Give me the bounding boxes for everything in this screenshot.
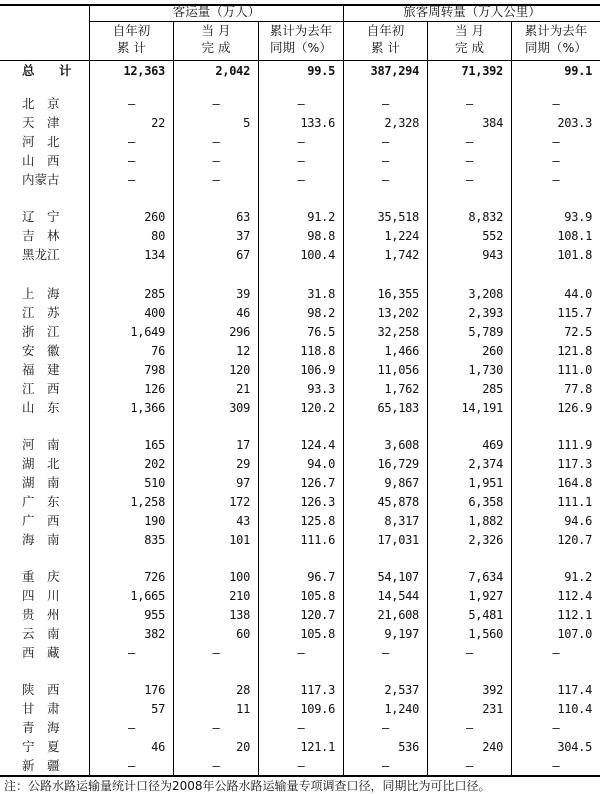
value-cell: 469	[482, 438, 503, 452]
region-name: 海 南	[22, 532, 60, 547]
value-cell: –	[297, 154, 305, 168]
table-row	[0, 133, 600, 151]
column-header-line2: 累 计	[117, 40, 146, 55]
column-header-line2: 同期（%）	[270, 40, 332, 55]
value-cell: 91.2	[564, 570, 592, 584]
value-cell: 5,789	[468, 325, 503, 339]
value-cell: 260	[482, 344, 503, 358]
value-cell: –	[128, 154, 135, 168]
value-cell: –	[466, 759, 473, 773]
value-cell: –	[212, 759, 220, 773]
value-cell: 111.0	[557, 363, 592, 377]
value-cell: 117.3	[557, 457, 592, 471]
value-cell: 726	[144, 570, 165, 584]
value-cell: –	[212, 135, 220, 149]
value-cell: 111.1	[557, 495, 592, 509]
footnote: 注：公路水路运输量统计口径为2008年公路水路运输量专项调查口径，同期比为可比口径。	[4, 779, 491, 793]
value-cell: 309	[229, 401, 250, 415]
region-name: 重 庆	[22, 569, 60, 584]
value-cell: 99.5	[307, 64, 335, 78]
region-name: 青 海	[22, 720, 60, 735]
value-cell: 2,537	[384, 683, 419, 697]
region-name: 西 藏	[22, 645, 60, 660]
column-header-line1: 累计为去年	[524, 23, 588, 38]
region-name: 江 西	[22, 381, 60, 396]
value-cell: 94.0	[307, 457, 335, 471]
value-cell: 16,729	[377, 457, 419, 471]
table-row	[0, 95, 600, 113]
region-name: 新 疆	[22, 758, 60, 773]
value-cell: 1,240	[384, 702, 419, 716]
value-cell: 172	[229, 495, 250, 509]
value-cell: 121.1	[300, 740, 335, 754]
table-row	[0, 323, 600, 341]
value-cell: –	[297, 173, 305, 187]
value-cell: –	[466, 173, 473, 187]
total-label: 总 计	[22, 63, 78, 78]
value-cell: –	[212, 97, 220, 111]
value-cell: 105.8	[300, 627, 335, 641]
table-row	[0, 285, 600, 303]
value-cell: 109.6	[300, 702, 335, 716]
table-row	[0, 208, 600, 226]
value-cell: 76	[151, 344, 165, 358]
table-row	[0, 625, 600, 643]
value-cell: 190	[144, 514, 165, 528]
value-cell: 45,878	[377, 495, 419, 509]
value-cell: 46	[151, 740, 165, 754]
table-row	[0, 304, 600, 322]
region-name: 江 苏	[22, 305, 60, 320]
table-row	[0, 719, 600, 737]
region-name: 福 建	[22, 362, 60, 377]
value-cell: 98.2	[307, 306, 335, 320]
region-name: 陕 西	[22, 682, 60, 697]
table-row	[0, 246, 600, 264]
value-cell: 296	[229, 325, 250, 339]
region-name: 辽 宁	[22, 209, 60, 224]
value-cell: 835	[144, 533, 165, 547]
value-cell: 2,328	[384, 116, 419, 130]
value-cell: –	[128, 759, 135, 773]
region-name: 山 西	[22, 153, 60, 168]
table-row	[0, 114, 600, 132]
value-cell: 22	[151, 116, 165, 130]
value-cell: 117.4	[557, 683, 592, 697]
value-cell: –	[212, 173, 220, 187]
table-row	[0, 455, 600, 473]
value-cell: 72.5	[564, 325, 592, 339]
value-cell: 304.5	[557, 740, 592, 754]
table-row	[0, 342, 600, 360]
value-cell: 111.6	[300, 533, 335, 547]
region-name: 宁 夏	[22, 739, 60, 754]
table-row	[0, 361, 600, 379]
value-cell: 240	[482, 740, 503, 754]
value-cell: 134	[144, 248, 165, 262]
region-name: 广 西	[22, 513, 60, 528]
value-cell: 7,634	[468, 570, 503, 584]
value-cell: 1,951	[468, 476, 503, 490]
value-cell: 6,358	[468, 495, 503, 509]
value-cell: 1,258	[130, 495, 165, 509]
value-cell: 43	[236, 514, 250, 528]
value-cell: 115.7	[557, 306, 592, 320]
value-cell: –	[382, 97, 389, 111]
value-cell: 5	[243, 116, 250, 130]
value-cell: 107.0	[557, 627, 592, 641]
value-cell: 9,867	[384, 476, 419, 490]
value-cell: 164.8	[557, 476, 592, 490]
value-cell: 798	[144, 363, 165, 377]
value-cell: –	[466, 154, 473, 168]
value-cell: 60	[236, 627, 250, 641]
value-cell: –	[382, 646, 389, 660]
value-cell: 67	[236, 248, 250, 262]
table-row	[0, 399, 600, 417]
table-row	[0, 681, 600, 699]
value-cell: 8,832	[468, 210, 503, 224]
value-cell: 98.8	[307, 229, 335, 243]
value-cell: –	[297, 97, 305, 111]
value-cell: 17,031	[377, 533, 419, 547]
value-cell: 120.7	[300, 608, 335, 622]
region-name: 北 京	[22, 96, 60, 111]
column-header-line1: 当 月	[201, 23, 231, 38]
value-cell: –	[382, 721, 389, 735]
value-cell: 126.7	[300, 476, 335, 490]
table-row	[0, 493, 600, 511]
region-name: 四 川	[22, 588, 60, 603]
value-cell: –	[128, 173, 135, 187]
group-header-rule	[89, 21, 600, 22]
value-cell: 125.8	[300, 514, 335, 528]
table-row	[0, 152, 600, 170]
value-cell: 392	[482, 683, 503, 697]
value-cell: 93.3	[307, 382, 335, 396]
value-cell: 400	[144, 306, 165, 320]
value-cell: 9,197	[384, 627, 419, 641]
table-row	[0, 587, 600, 605]
value-cell: 21	[236, 382, 250, 396]
value-cell: 106.9	[300, 363, 335, 377]
value-cell: 28	[236, 683, 250, 697]
value-cell: 382	[144, 627, 165, 641]
table-row	[0, 568, 600, 586]
total-row	[0, 62, 600, 80]
value-cell: –	[382, 173, 389, 187]
value-cell: 536	[398, 740, 419, 754]
value-cell: 260	[144, 210, 165, 224]
value-cell: 133.6	[300, 116, 335, 130]
header-bottom-rule	[0, 60, 600, 61]
value-cell: –	[212, 721, 220, 735]
table-row	[0, 474, 600, 492]
table-row	[0, 171, 600, 189]
value-cell: 39	[236, 287, 250, 301]
region-name: 甘 肃	[22, 701, 60, 716]
value-cell: 44.0	[564, 287, 592, 301]
group-header-passenger-volume: 客运量（万人）	[172, 4, 261, 19]
value-cell: 100.4	[300, 248, 335, 262]
column-header-line1: 累计为去年	[269, 23, 333, 38]
value-cell: 31.8	[307, 287, 335, 301]
value-cell: 2,042	[215, 64, 250, 78]
value-cell: –	[466, 97, 473, 111]
value-cell: 126.9	[557, 401, 592, 415]
region-name: 河 北	[22, 134, 60, 149]
value-cell: 14,544	[377, 589, 419, 603]
value-cell: 120.2	[300, 401, 335, 415]
value-cell: 1,466	[384, 344, 419, 358]
value-cell: 1,742	[384, 248, 419, 262]
column-header-line2: 累 计	[371, 40, 400, 55]
value-cell: 77.8	[564, 382, 592, 396]
region-name: 天 津	[22, 115, 60, 130]
value-cell: 552	[482, 229, 503, 243]
value-cell: 1,366	[130, 401, 165, 415]
value-cell: 231	[482, 702, 503, 716]
value-cell: –	[552, 646, 560, 660]
value-cell: 57	[151, 702, 165, 716]
table-row	[0, 436, 600, 454]
value-cell: 96.7	[307, 570, 335, 584]
column-header-line2: 完 成	[455, 40, 484, 55]
value-cell: –	[552, 154, 560, 168]
region-name: 广 东	[22, 494, 60, 509]
value-cell: 118.8	[300, 344, 335, 358]
value-cell: 120	[229, 363, 250, 377]
value-cell: 210	[229, 589, 250, 603]
value-cell: –	[382, 759, 389, 773]
value-cell: –	[128, 721, 135, 735]
column-header-line1: 自年初	[366, 23, 405, 38]
value-cell: –	[552, 97, 560, 111]
value-cell: 202	[144, 457, 165, 471]
region-name: 上 海	[22, 286, 60, 301]
region-name: 吉 林	[22, 228, 60, 243]
value-cell: 20	[236, 740, 250, 754]
value-cell: 1,560	[468, 627, 503, 641]
value-cell: 124.4	[300, 438, 335, 452]
column-header-line1: 当 月	[455, 23, 484, 38]
region-name: 湖 南	[22, 475, 60, 490]
value-cell: 29	[236, 457, 250, 471]
value-cell: 2,326	[468, 533, 503, 547]
value-cell: –	[297, 721, 305, 735]
value-cell: –	[128, 646, 135, 660]
value-cell: 126	[144, 382, 165, 396]
value-cell: 112.1	[557, 608, 592, 622]
region-name: 贵 州	[22, 607, 60, 622]
value-cell: 1,762	[384, 382, 419, 396]
value-cell: 117.3	[300, 683, 335, 697]
value-cell: 1,649	[130, 325, 165, 339]
region-name: 湖 北	[22, 456, 60, 471]
value-cell: 126.3	[300, 495, 335, 509]
value-cell: 71,392	[461, 64, 503, 78]
value-cell: –	[128, 135, 135, 149]
value-cell: 165	[144, 438, 165, 452]
value-cell: 203.3	[557, 116, 592, 130]
table-row	[0, 757, 600, 775]
value-cell: 32,258	[377, 325, 419, 339]
value-cell: 65,183	[377, 401, 419, 415]
value-cell: 12	[236, 344, 250, 358]
table-row	[0, 606, 600, 624]
value-cell: –	[552, 721, 560, 735]
table-row	[0, 380, 600, 398]
value-cell: –	[552, 173, 560, 187]
value-cell: 105.8	[300, 589, 335, 603]
value-cell: 1,927	[468, 589, 503, 603]
group-header-passenger-turnover: 旅客周转量（万人公里）	[403, 4, 541, 19]
value-cell: –	[382, 154, 389, 168]
value-cell: 16,355	[377, 287, 419, 301]
value-cell: 8,317	[384, 514, 419, 528]
table-row	[0, 227, 600, 245]
value-cell: 387,294	[370, 64, 419, 78]
value-cell: 120.7	[557, 533, 592, 547]
region-name: 河 南	[22, 437, 60, 452]
value-cell: 91.2	[307, 210, 335, 224]
value-cell: 101.8	[557, 248, 592, 262]
region-name: 黑龙江	[22, 247, 60, 262]
table-row	[0, 700, 600, 718]
value-cell: 111.9	[557, 438, 592, 452]
region-name: 安 徽	[22, 343, 60, 358]
value-cell: 176	[144, 683, 165, 697]
value-cell: 35,518	[377, 210, 419, 224]
value-cell: 1,224	[384, 229, 419, 243]
region-name: 山 东	[22, 400, 60, 415]
value-cell: 110.4	[557, 702, 592, 716]
value-cell: 5,481	[468, 608, 503, 622]
value-cell: –	[297, 135, 305, 149]
value-cell: 943	[482, 248, 503, 262]
value-cell: 99.1	[564, 64, 592, 78]
value-cell: 138	[229, 608, 250, 622]
region-name: 云 南	[22, 626, 60, 641]
column-header-line2: 完 成	[201, 40, 231, 55]
value-cell: 21,608	[377, 608, 419, 622]
value-cell: 11	[236, 702, 250, 716]
value-cell: –	[466, 646, 473, 660]
value-cell: 76.5	[307, 325, 335, 339]
column-header-line1: 自年初	[112, 23, 151, 38]
region-name: 内蒙古	[22, 172, 60, 187]
table-row	[0, 738, 600, 756]
value-cell: 1,665	[130, 589, 165, 603]
value-cell: 121.8	[557, 344, 592, 358]
value-cell: 112.4	[557, 589, 592, 603]
value-cell: 1,730	[468, 363, 503, 377]
value-cell: –	[552, 135, 560, 149]
table-row	[0, 512, 600, 530]
value-cell: 2,374	[468, 457, 503, 471]
value-cell: –	[212, 646, 220, 660]
value-cell: 285	[144, 287, 165, 301]
value-cell: 94.6	[564, 514, 592, 528]
value-cell: 1,882	[468, 514, 503, 528]
value-cell: 14,191	[461, 401, 503, 415]
table-row	[0, 531, 600, 549]
value-cell: 80	[151, 229, 165, 243]
value-cell: 3,608	[384, 438, 419, 452]
value-cell: 2,393	[468, 306, 503, 320]
value-cell: –	[466, 135, 473, 149]
value-cell: 3,208	[468, 287, 503, 301]
value-cell: 100	[229, 570, 250, 584]
value-cell: 37	[236, 229, 250, 243]
value-cell: 97	[236, 476, 250, 490]
region-name: 浙 江	[22, 324, 60, 339]
value-cell: 12,363	[123, 64, 165, 78]
value-cell: 63	[236, 210, 250, 224]
value-cell: 108.1	[557, 229, 592, 243]
value-cell: –	[128, 97, 135, 111]
value-cell: –	[466, 721, 473, 735]
value-cell: 11,056	[377, 363, 419, 377]
value-cell: 285	[482, 382, 503, 396]
value-cell: 46	[236, 306, 250, 320]
value-cell: –	[297, 759, 305, 773]
value-cell: 510	[144, 476, 165, 490]
column-header-line2: 同期（%）	[525, 40, 587, 55]
value-cell: –	[382, 135, 389, 149]
value-cell: 54,107	[377, 570, 419, 584]
value-cell: –	[212, 154, 220, 168]
value-cell: 17	[236, 438, 250, 452]
value-cell: 13,202	[377, 306, 419, 320]
value-cell: –	[297, 646, 305, 660]
value-cell: 384	[482, 116, 503, 130]
value-cell: 93.9	[564, 210, 592, 224]
value-cell: 101	[229, 533, 250, 547]
value-cell: –	[552, 759, 560, 773]
table-row	[0, 644, 600, 662]
value-cell: 955	[144, 608, 165, 622]
